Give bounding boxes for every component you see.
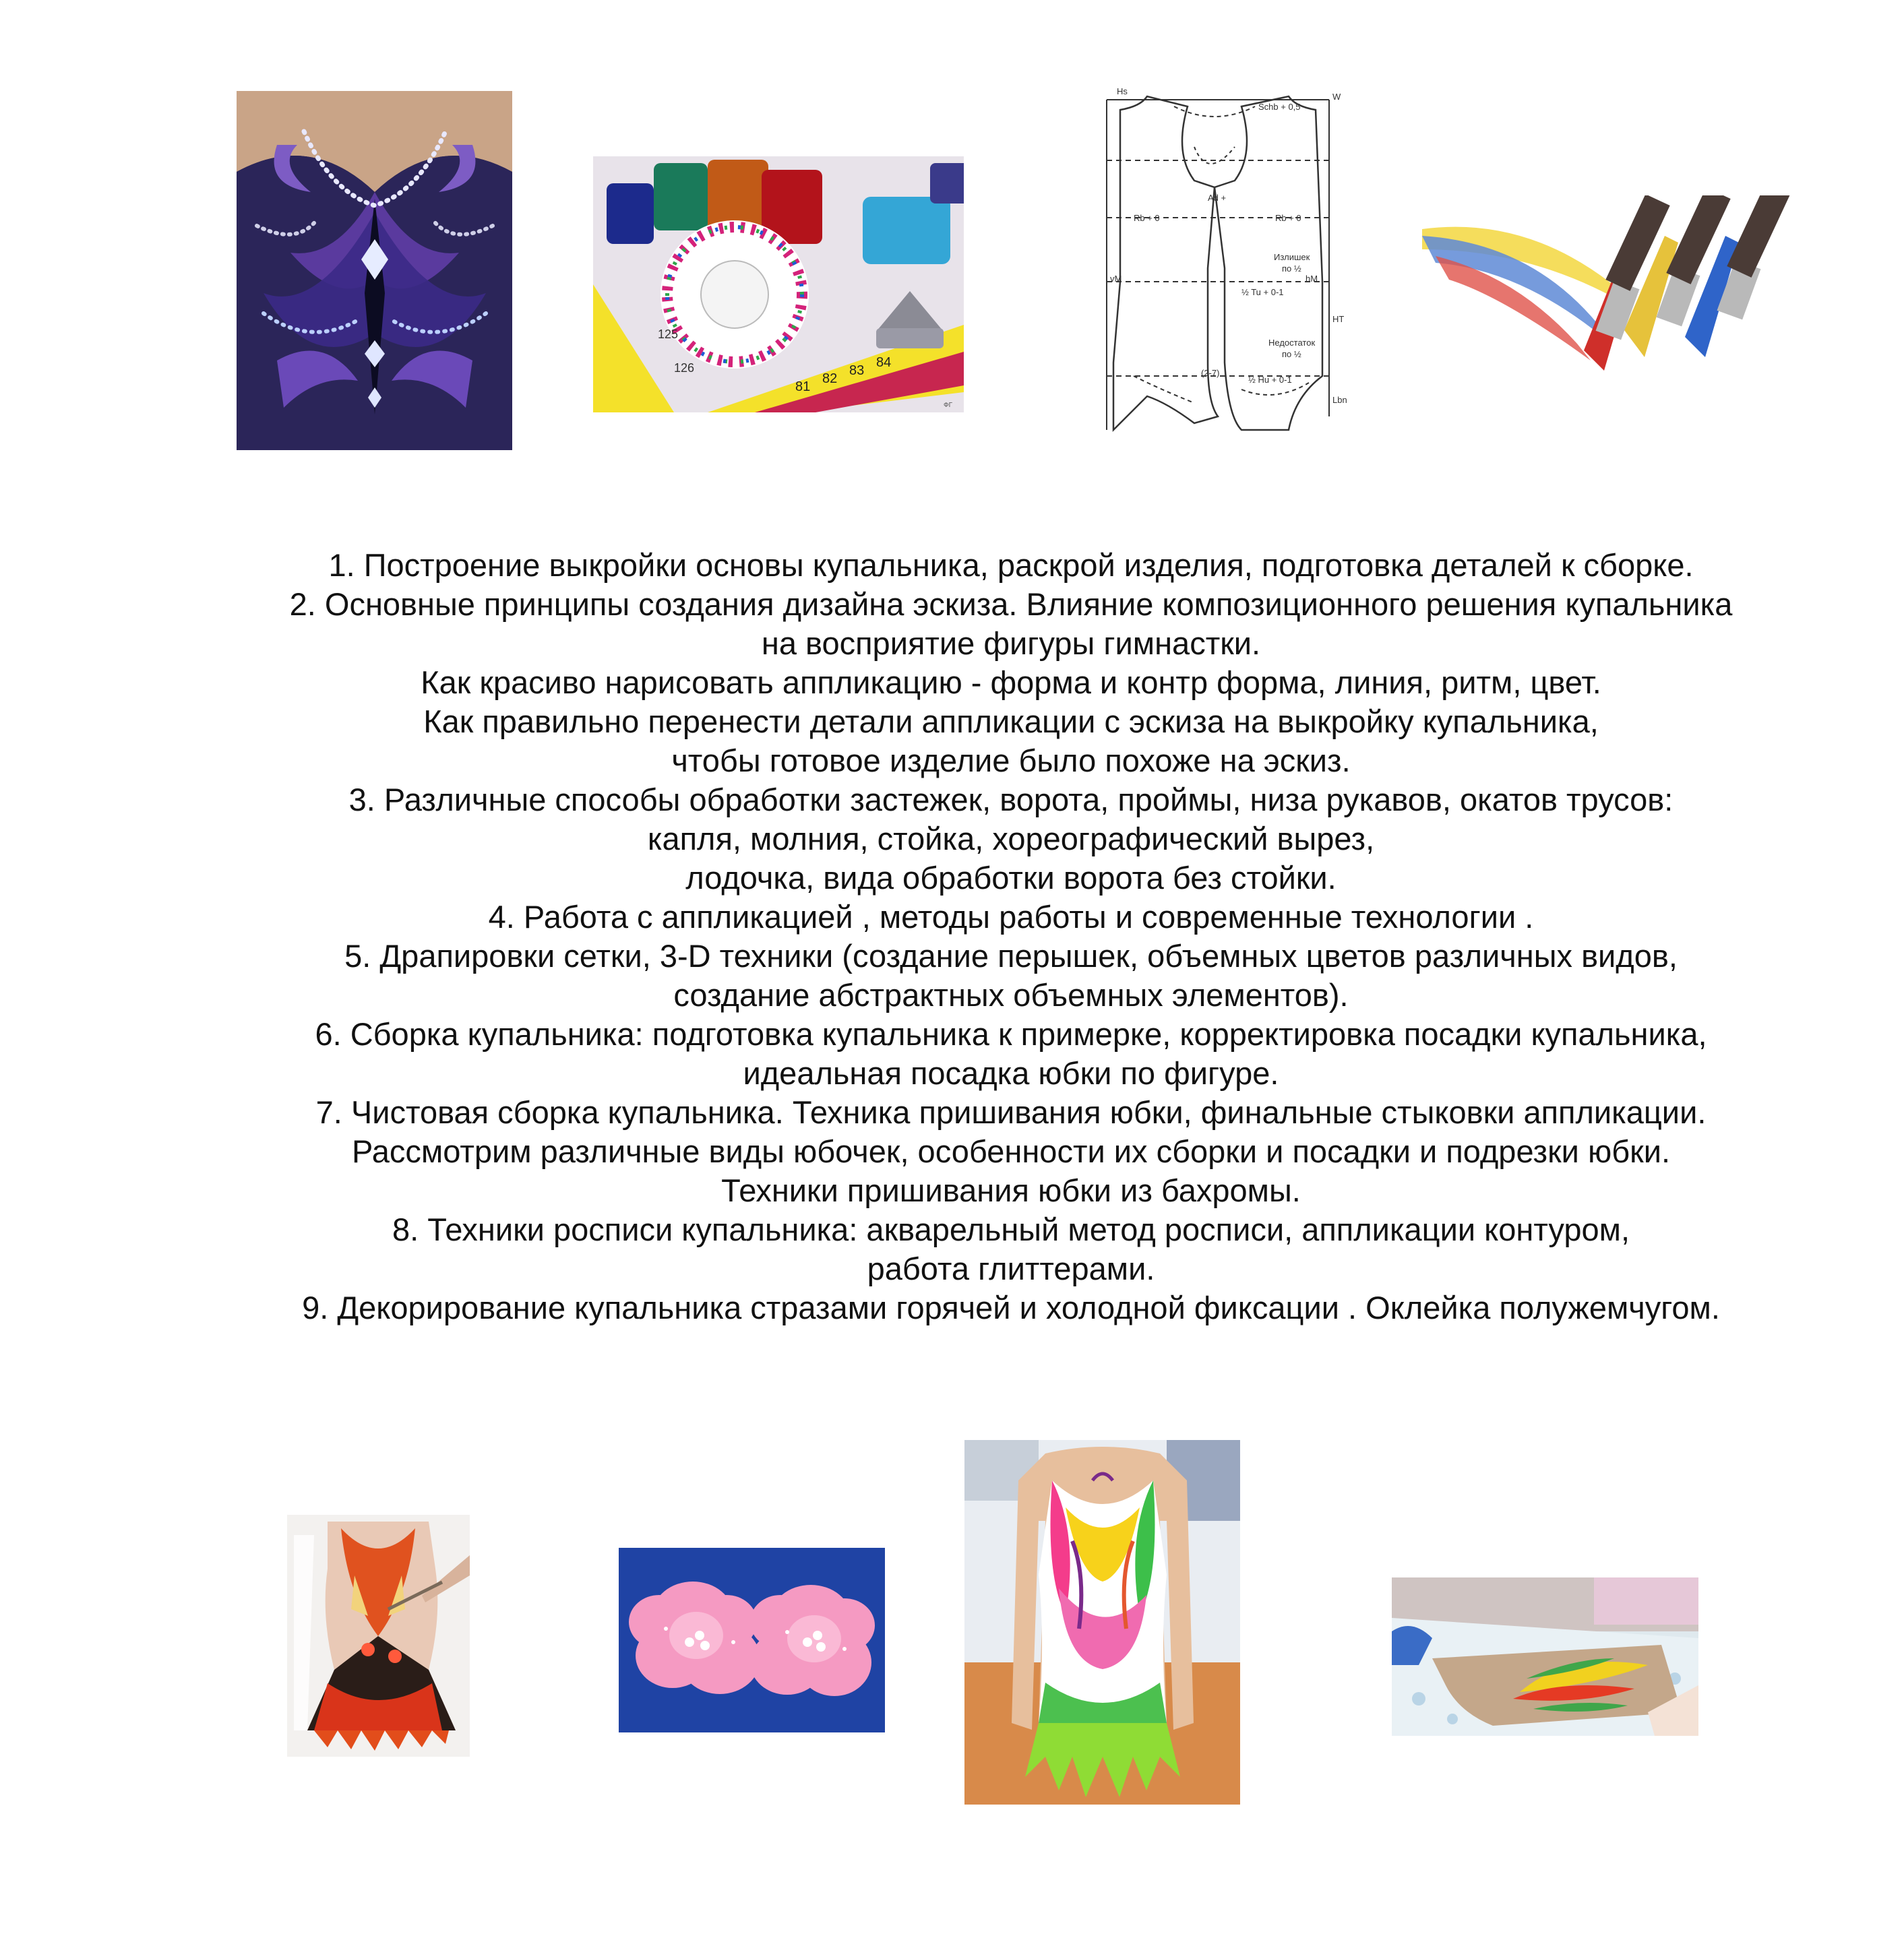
program-line-14: идеальная посадка юбки по фигуре.: [743, 1055, 1279, 1091]
pattern-annotation: по ½: [1282, 349, 1301, 359]
tape-number: 82: [822, 371, 838, 386]
tape-number: 84: [876, 355, 892, 370]
pattern-annotation: Rb + 0: [1134, 213, 1160, 223]
tape-number: 125: [658, 327, 679, 341]
program-line-10: 4. Работа с аппликацией , методы работы и современные технологии .: [488, 899, 1534, 935]
pattern-annotation: по ½: [1282, 263, 1301, 274]
tape-number: 81: [795, 379, 811, 394]
pattern-annotation: Rb + 0: [1275, 213, 1301, 223]
fabric-flowers-photo: [619, 1548, 885, 1732]
program-line-18: 8. Техники росписи купальника: акварельный метод росписи, аппликации контуром,: [392, 1212, 1630, 1247]
program-line-11: 5. Драпировки сетки, 3-D техники (создание перышек, объемных цветов различных видов,: [344, 938, 1678, 974]
applique-leotard-photo: [964, 1440, 1240, 1805]
rhinestone-leotard-photo: [237, 91, 512, 450]
program-line-16: Рассмотрим различные виды юбочек, особенности их сборки и посадки и подрезки юбки.: [351, 1133, 1671, 1169]
tape-number: 83: [849, 363, 865, 378]
program-line-9: лодочка, вида обработки ворота без стойки.: [685, 860, 1337, 896]
swimsuit-pattern-drawing: [1073, 80, 1355, 461]
program-line-19: работа глиттерами.: [867, 1251, 1155, 1286]
pattern-annotation: (2-7): [1201, 368, 1220, 378]
pattern-annotation: W: [1332, 92, 1341, 102]
pattern-annotation: vM: [1110, 274, 1122, 284]
applique-work-photo: [1392, 1577, 1698, 1736]
pattern-annotation: Излишек: [1274, 252, 1310, 262]
program-line-8: капля, молния, стойка, хореографический вырез,: [647, 821, 1375, 856]
pattern-annotation: HT: [1332, 314, 1345, 324]
pattern-annotation: hM: [1306, 274, 1318, 284]
pattern-annotation: Hs: [1117, 86, 1128, 96]
program-line-1: 1. Построение выкройки основы купальника, раскрой изделия, подготовка деталей к сборке.: [328, 547, 1694, 583]
pattern-annotation: Недостаток: [1268, 338, 1316, 348]
pattern-annotation: Ad +: [1208, 193, 1227, 203]
pattern-annotation: Lbn: [1332, 395, 1347, 405]
painted-leotard-photo: [287, 1515, 470, 1757]
pattern-annotation: ½ Tu + 0-1: [1241, 287, 1284, 297]
program-line-4: Как красиво нарисовать аппликацию - форма и контр форма, линия, ритм, цвет.: [421, 664, 1601, 700]
program-line-7: 3. Различные способы обработки застежек, ворота, проймы, низа рукавов, окатов трусов:: [348, 782, 1673, 817]
program-line-17: Техники пришивания юбки из бахромы.: [721, 1172, 1301, 1208]
program-line-13: 6. Сборка купальника: подготовка купальника к примерке, корректировка посадки купальника,: [315, 1016, 1707, 1052]
course-program: [202, 546, 1820, 1327]
program-line-2: 2. Основные принципы создания дизайна эскиза. Влияние композиционного решения купальника: [289, 586, 1733, 622]
pattern-annotation: ½ Hu + 0-1: [1248, 375, 1292, 385]
sewing-supplies-photo: [593, 156, 964, 412]
photo-credit: ФГ: [944, 402, 953, 409]
tape-number: 126: [674, 361, 695, 375]
program-line-15: 7. Чистовая сборка купальника. Техника пришивания юбки, финальные стыковки аппликации.: [315, 1094, 1707, 1130]
program-line-6: чтобы готовое изделие было похоже на эскиз.: [671, 743, 1351, 778]
pattern-annotation: Schb + 0,5: [1258, 102, 1301, 112]
program-line-20: 9. Декорирование купальника стразами горячей и холодной фиксации . Оклейка полужемчугом.: [302, 1290, 1720, 1325]
paint-brushes-photo: [1422, 195, 1814, 394]
program-line-5: Как правильно перенести детали аппликации с эскиза на выкройку купальника,: [423, 703, 1599, 739]
program-line-12: создание абстрактных объемных элементов).: [673, 977, 1349, 1013]
program-line-3: на восприятие фигуры гимнастки.: [761, 625, 1261, 661]
